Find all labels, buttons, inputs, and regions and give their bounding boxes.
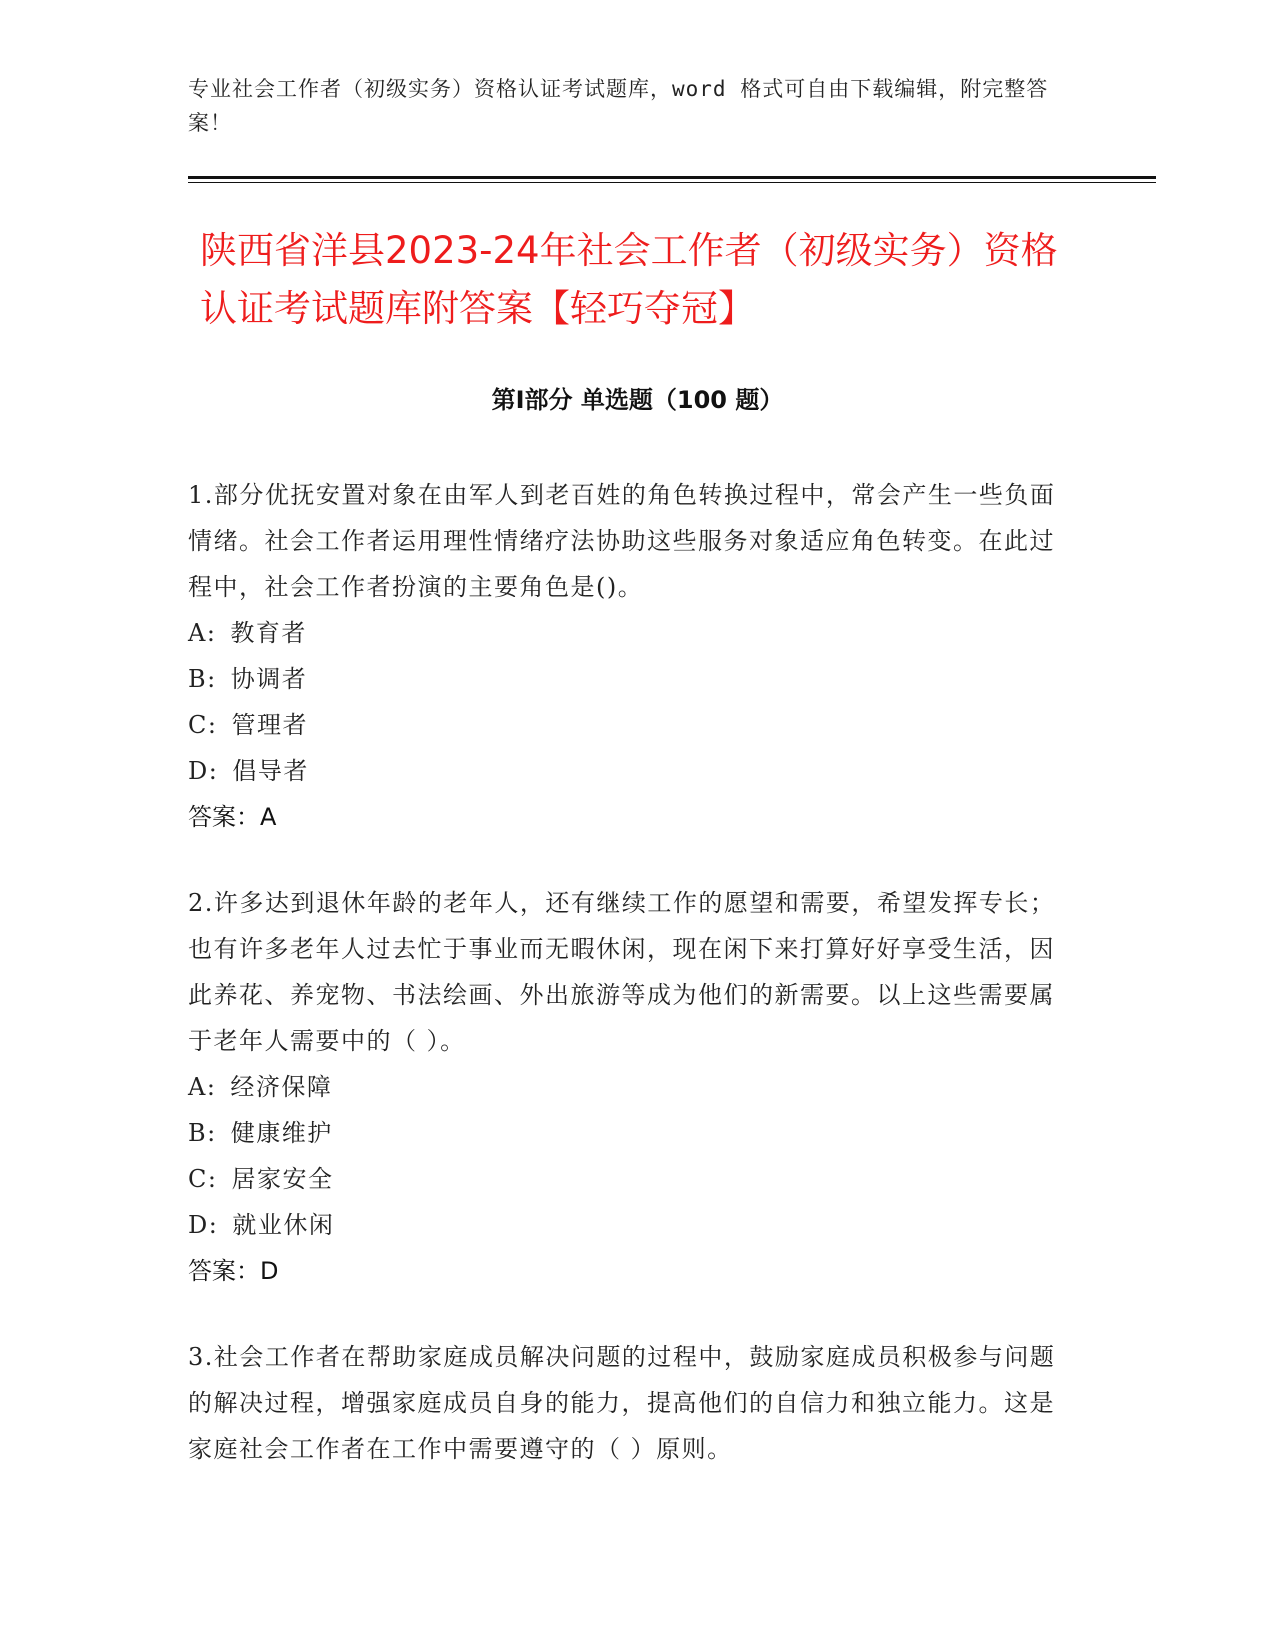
answer-value: D: [260, 1257, 279, 1285]
option-d: [188, 748, 1068, 794]
option-text: 居家安全: [231, 1165, 334, 1193]
document-title: 陕西省洋县2023-24年社会工作者（初级实务）资格认证考试题库附答案【轻巧夺冠】: [200, 229, 1058, 330]
option-key: A:: [188, 619, 217, 647]
question-1: [188, 472, 1068, 840]
option-text: 倡导者: [232, 757, 309, 785]
option-key: B:: [188, 665, 217, 693]
option-c: [188, 702, 1068, 748]
answer-label: 答案：: [188, 803, 260, 831]
option-key: A:: [188, 1073, 217, 1101]
option-key: D:: [188, 757, 219, 785]
option-text: 经济保障: [230, 1073, 333, 1101]
option-text: 健康维护: [230, 1119, 333, 1147]
question-text: 2.许多达到退休年龄的老年人，还有继续工作的愿望和需要，希望发挥专长；也有许多老年人过去忙于事业而无暇休闲，现在闲下来打算好好享受生活，因此养花、养宠物、书法绘画、外出旅游等成为他们的新需要。以上这些需要属于老年人需要中的（ ）。: [188, 889, 1056, 1055]
option-key: C:: [188, 1165, 218, 1193]
answer-value: A: [260, 803, 277, 831]
answer-line: [188, 1248, 1068, 1294]
option-d: [188, 1202, 1068, 1248]
option-text: 教育者: [230, 619, 307, 647]
answer-label: 答案：: [188, 1257, 260, 1285]
question-2: [188, 880, 1068, 1294]
section-title: 第Ⅰ部分 单选题（100 题）: [491, 386, 784, 414]
question-3: [188, 1334, 1068, 1472]
option-text: 管理者: [231, 711, 308, 739]
option-a: [188, 1064, 1068, 1110]
question-text: 3.社会工作者在帮助家庭成员解决问题的过程中，鼓励家庭成员积极参与问题的解决过程，增强家庭成员自身的能力，提高他们的自信力和独立能力。这是家庭社会工作者在工作中需要遵守的（ ）原则。: [188, 1343, 1056, 1463]
header-divider-thin: [188, 182, 1156, 183]
option-key: C:: [188, 711, 218, 739]
option-c: [188, 1156, 1068, 1202]
answer-line: [188, 794, 1068, 840]
header-note: 专业社会工作者（初级实务）资格认证考试题库，word 格式可自由下载编辑，附完整答案！: [188, 77, 1049, 135]
option-b: [188, 1110, 1068, 1156]
header-divider-thick: [188, 176, 1156, 179]
option-key: D:: [188, 1211, 219, 1239]
option-text: 协调者: [230, 665, 308, 693]
option-key: B:: [188, 1119, 217, 1147]
option-text: 就业休闲: [232, 1211, 335, 1239]
option-b: [188, 656, 1068, 702]
option-a: [188, 610, 1068, 656]
question-text: 1.部分优抚安置对象在由军人到老百姓的角色转换过程中，常会产生一些负面情绪。社会工作者运用理性情绪疗法协助这些服务对象适应角色转变。在此过程中，社会工作者扮演的主要角色是()。: [188, 481, 1056, 601]
